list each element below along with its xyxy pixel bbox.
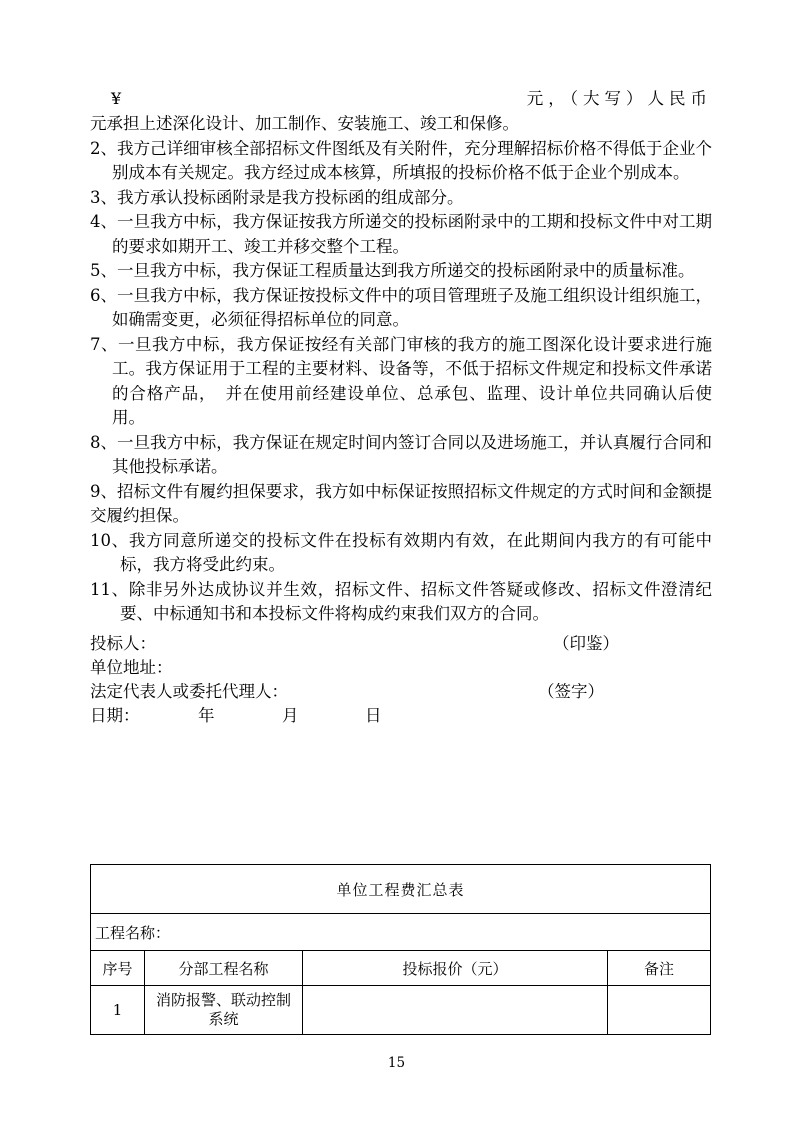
amount-unit-text: 元，（大写）人民币 xyxy=(526,89,712,108)
clause-4: 4、一旦我方中标，我方保证按我方所递交的投标函附录中的工期和投标文件中对工期的要求如期开工、竣工并移交整个工程。 xyxy=(90,212,712,256)
project-name-label: 工程名称： xyxy=(91,914,711,951)
representative-row xyxy=(90,680,712,704)
clause-6: 6、一旦我方中标，我方保证按投标文件中的项目管理班子及施工组织设计组织施工，如确需变更，必须征得招标单位的同意。 xyxy=(90,285,712,329)
clause-continuation-1: 元承担上述深化设计、加工制作、安装施工、竣工和保修。 xyxy=(90,114,519,133)
address-row xyxy=(90,656,712,680)
cell-no: 1 xyxy=(91,986,145,1035)
clause-list xyxy=(90,112,712,627)
representative-label: 法定代表人或委托代理人： xyxy=(90,681,288,701)
clause-5: 5、一旦我方中标，我方保证工程质量达到我方所递交的投标函附录中的质量标准。 xyxy=(90,261,695,280)
signature-block xyxy=(90,632,712,728)
clause-10: 10、我方同意所递交的投标文件在投标有效期内有效，在此期间内我方的有可能中标，我方将受此约束。 xyxy=(90,530,712,574)
currency-symbol: ¥ xyxy=(111,89,122,108)
project-name-row xyxy=(91,914,711,951)
representative-sign-note: （签字） xyxy=(538,681,604,701)
bidder-row xyxy=(90,632,712,656)
table-row xyxy=(91,986,711,1035)
document-body xyxy=(90,86,712,728)
clause-9: 9、招标文件有履约担保要求，我方如中标保证按照招标文件规定的方式时间和金额提交履约担保。 xyxy=(90,481,712,525)
column-header-price: 投标报价（元） xyxy=(303,951,608,986)
clause-8: 8、一旦我方中标，我方保证在规定时间内签订合同以及进场施工，并认真履行合同和其他投标承诺。 xyxy=(90,432,712,476)
page-number: 15 xyxy=(387,1055,406,1071)
column-header-name: 分部工程名称 xyxy=(145,951,303,986)
date-row xyxy=(90,704,712,728)
clause-7: 7、一旦我方中标，我方保证按经有关部门审核的我方的施工图深化设计要求进行施工。我方保证用于工程的主要材料、设备等，不低于招标文件规定和投标文件承诺的合格产品， 并在使用前经建设单位、总承包、监理、设计单位共同确认后使用。 xyxy=(90,334,712,427)
table-header-row xyxy=(91,951,711,986)
summary-table-container xyxy=(90,864,710,1035)
clause-3: 3、我方承认投标函附录是我方投标函的组成部分。 xyxy=(90,187,464,207)
date-month-label: 月 xyxy=(282,705,299,725)
table-title: 单位工程费汇总表 xyxy=(91,865,711,914)
cell-note xyxy=(608,986,711,1035)
clause-11: 11、除非另外达成协议并生效，招标文件、招标文件答疑或修改、招标文件澄清纪要、中标通知书和本投标文件将构成约束我们双方的合同。 xyxy=(90,579,712,623)
cell-price xyxy=(303,986,608,1035)
clause-2: 2、我方己详细审核全部招标文件图纸及有关附件，充分理解招标价格不得低于企业个别成本有关规定。我方经过成本核算，所填报的投标价格不低于企业个别成本。 xyxy=(90,138,712,182)
bidder-seal-note: （印鉴） xyxy=(553,633,619,653)
bidder-label: 投标人： xyxy=(90,633,156,653)
table-title-row xyxy=(91,865,711,914)
date-year-label: 年 xyxy=(198,705,215,725)
cell-name: 消防报警、联动控制系统 xyxy=(145,986,303,1035)
amount-line xyxy=(90,86,712,112)
unit-project-cost-summary-table xyxy=(90,864,711,1035)
date-label: 日期： xyxy=(90,705,140,725)
column-header-note: 备注 xyxy=(608,951,711,986)
column-header-no: 序号 xyxy=(91,951,145,986)
address-label: 单位地址： xyxy=(90,657,173,677)
date-day-label: 日 xyxy=(365,705,382,725)
